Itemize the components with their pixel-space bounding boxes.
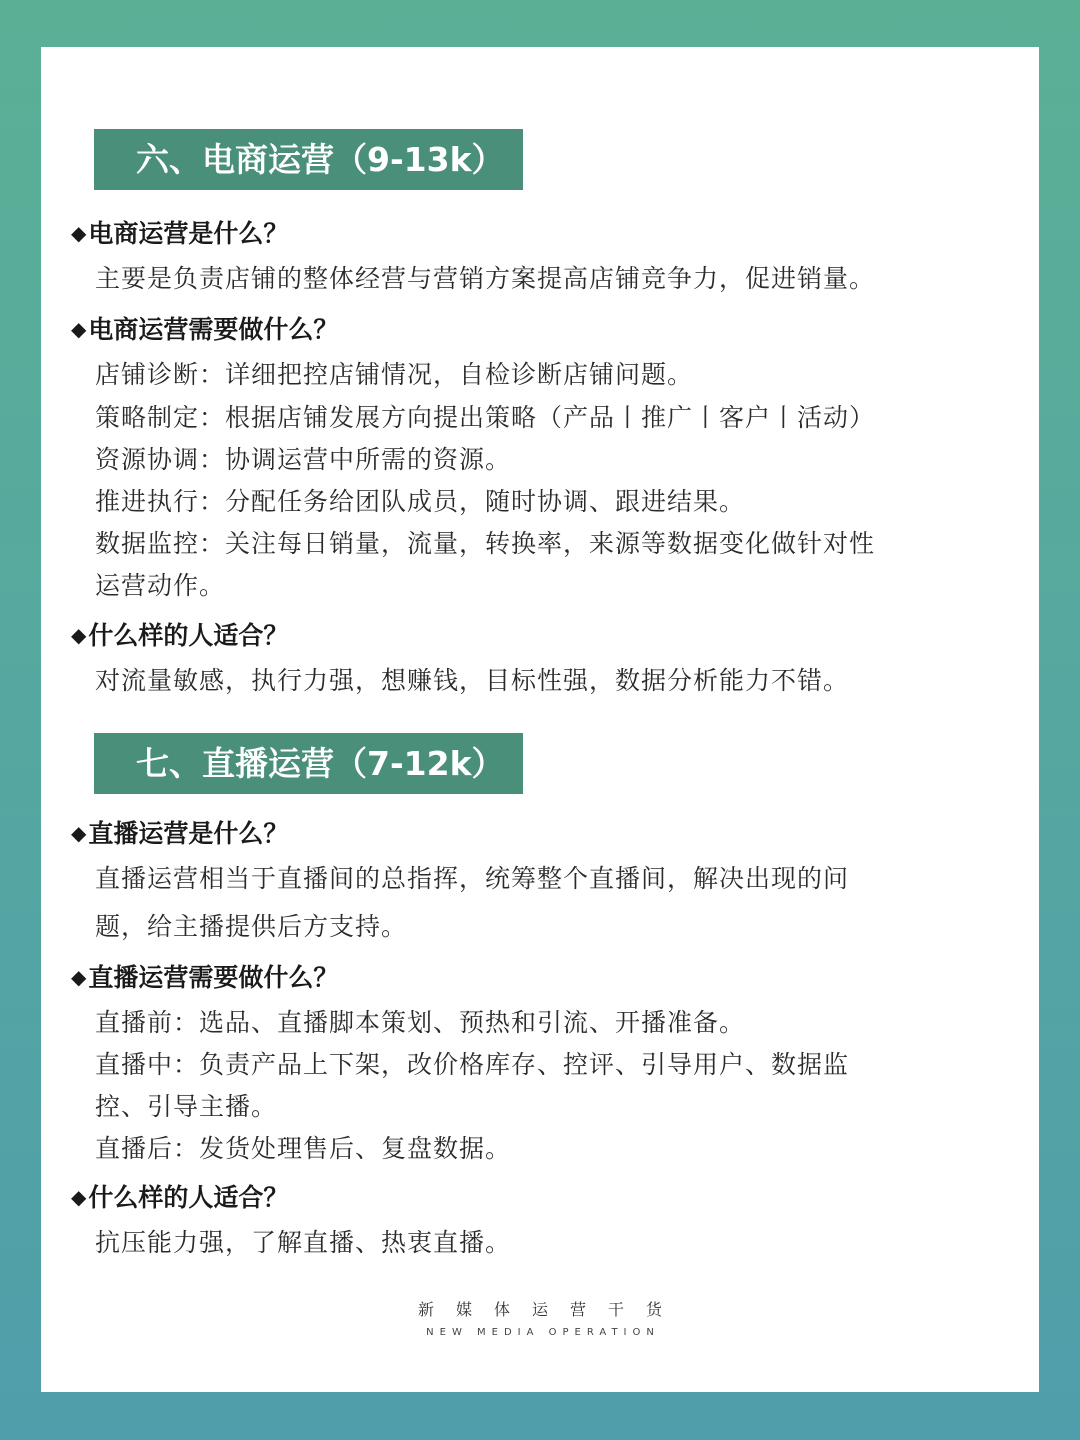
- answer-text: 抗压能力强，了解直播、热衷直播。: [95, 1228, 512, 1257]
- answer-text: 主要是负责店铺的整体经营与营销方案提高店铺竞争力，促进销量。: [95, 264, 876, 293]
- answer-text: 直播运营相当于直播间的总指挥，统筹整个直播间，解决出现的问: [95, 864, 850, 893]
- question-heading: [71, 619, 288, 652]
- task-line: 数据监控：关注每日销量，流量，转换率，来源等数据变化做针对性: [95, 529, 876, 558]
- task-line: 直播前：选品、直播脚本策划、预热和引流、开播准备。: [95, 1008, 746, 1037]
- question-heading: [71, 817, 288, 850]
- task-line: 店铺诊断：详细把控店铺情况，自检诊断店铺问题。: [95, 360, 694, 389]
- diamond-bullet-icon: ◆: [71, 623, 87, 647]
- diamond-bullet-icon: ◆: [71, 1185, 87, 1209]
- footer-brand-cn: 新媒体运营干货: [417, 1300, 684, 1319]
- question-text: 直播运营需要做什么？: [88, 963, 339, 992]
- question-text: 什么样的人适合？: [88, 1183, 289, 1212]
- question-text: 直播运营是什么？: [88, 819, 289, 848]
- task-line: 推进执行：分配任务给团队成员，随时协调、跟进结果。: [95, 487, 746, 516]
- question-heading: [71, 217, 288, 250]
- task-line: 控、引导主播。: [95, 1092, 278, 1121]
- task-line: 直播中：负责产品上下架，改价格库存、控评、引导用户、数据监: [95, 1050, 850, 1079]
- diamond-bullet-icon: ◆: [71, 821, 87, 845]
- diamond-bullet-icon: ◆: [71, 965, 87, 989]
- question-text: 电商运营需要做什么？: [88, 315, 339, 344]
- question-heading: [71, 1181, 288, 1214]
- task-line: 直播后：发货处理售后、复盘数据。: [95, 1134, 512, 1163]
- question-text: 电商运营是什么？: [88, 219, 289, 248]
- task-line: 策略制定：根据店铺发展方向提出策略（产品丨推广丨客户丨活动）: [95, 403, 876, 432]
- diamond-bullet-icon: ◆: [71, 221, 87, 245]
- section-title-ecommerce: 六、电商运营（9-13k）: [94, 129, 523, 190]
- footer-brand-en: NEW MEDIA OPERATION: [426, 1327, 660, 1338]
- question-heading: [71, 961, 338, 994]
- diamond-bullet-icon: ◆: [71, 317, 87, 341]
- content-card: [41, 47, 1039, 1392]
- task-line: 运营动作。: [95, 571, 226, 600]
- question-text: 什么样的人适合？: [88, 621, 289, 650]
- answer-text: 对流量敏感，执行力强，想赚钱，目标性强，数据分析能力不错。: [95, 666, 850, 695]
- task-line: 资源协调：协调运营中所需的资源。: [95, 445, 512, 474]
- section-title-livestream: 七、直播运营（7-12k）: [94, 733, 523, 794]
- answer-text: 题，给主播提供后方支持。: [95, 912, 408, 941]
- question-heading: [71, 313, 338, 346]
